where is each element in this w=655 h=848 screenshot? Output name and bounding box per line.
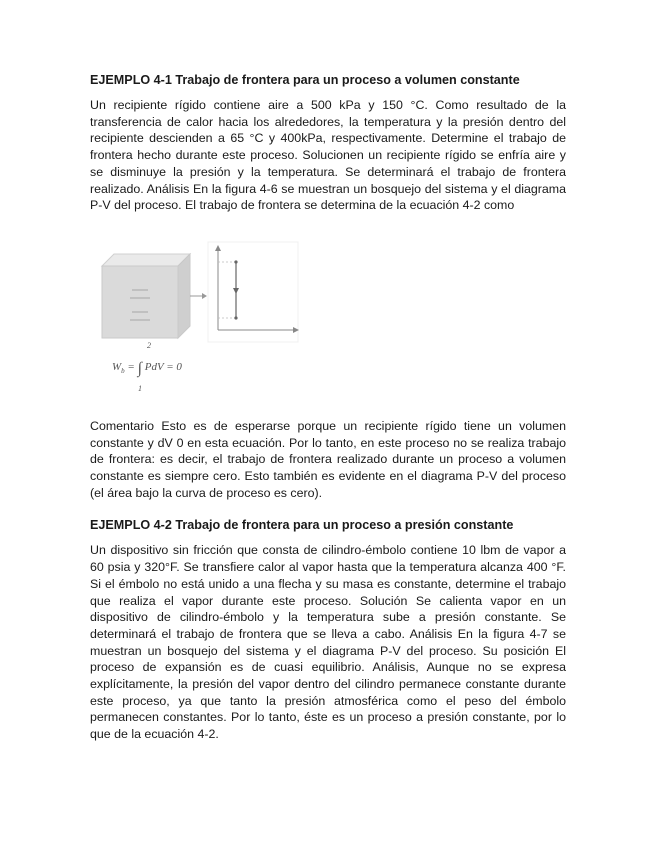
formula-lhs-sub: b [121, 367, 125, 376]
example-4-1-body: Un recipiente rígido contiene aire a 500 kPa y 150 °C. Como resultado de la transferencia de calor hacia los alrededores, la temperatura y la presión dentro del recipiente descienden a 65 °C y 400kPa, respectivamente. Determine el trabajo de frontera hecho durante este proceso. Solucionen un recipiente rígido se enfría aire y se disminuye la presión y la temperatura. Se determinará el trabajo de frontera realizado. Análisis En la figura 4-6 se muestran un bosquejo del sistema y el diagrama P-V del proceso. El trabajo de frontera se determina de la ecuación 4-2 como [90, 98, 566, 213]
formula-expression: $W_b$ = ∫ PdV = 0 [112, 359, 182, 377]
integral-sign-icon: ∫ [137, 359, 142, 377]
rigid-tank-sketch [102, 254, 207, 338]
example-4-1-comment: Comentario Esto es de esperarse porque un recipiente rígido tiene un volumen constante y dV 0 en esta ecuación. Por lo tanto, en este proceso no se realiza trabajo de frontera: es decir, el trabajo de frontera realizado durante un proceso a volumen constante es siempre cero. Esto también es evidente en el diagrama P-V del proceso (el área bajo la curva de proceso es cero). [90, 418, 566, 500]
integral-upper-limit: 2 [147, 340, 151, 350]
integral-lower-limit: 1 [138, 383, 142, 393]
pv-diagram [215, 245, 299, 333]
example-4-2-body: Un dispositivo sin fricción que consta de cilindro-émbolo contiene 10 lbm de vapor a 60 psia y 320°F. Se transfiere calor al vapor hasta que la temperatura alcanza 400 °F. Si el émbolo no está unido a una flecha y su masa es constante, determine el trabajo que realiza el vapor durante este proceso. Solución Se calienta vapor en un dispositivo de cilindro-émbolo y la temperatura sube a presión constante. Se determinará el trabajo de frontera que se lleva a cabo. Análisis En la figura 4-7 se muestran un bosquejo del sistema y el diagrama P-V del proceso. Su posición El proceso de expansión es de cuasi equilibrio. Análisis, Aunque no se expresa explícitamente, la presión del vapor dentro del cilindro permanece constante durante este proceso, ya que tanto la presión atmosférica como el peso del émbolo permanecen constantes. Por lo tanto, éste es un proceso a presión constante, por lo que de la ecuación 4-2. [90, 543, 566, 742]
document-page [90, 72, 566, 743]
example-4-2-title: EJEMPLO 4-2 Trabajo de frontera para un proceso a presión constante [90, 518, 514, 533]
figure-4-6 [90, 226, 566, 404]
example-4-1-title: EJEMPLO 4-1 Trabajo de frontera para un proceso a volumen constante [90, 73, 520, 87]
boundary-work-formula [112, 341, 222, 401]
formula-integrand: PdV = 0 [144, 360, 182, 373]
formula-lhs: W [112, 360, 122, 373]
